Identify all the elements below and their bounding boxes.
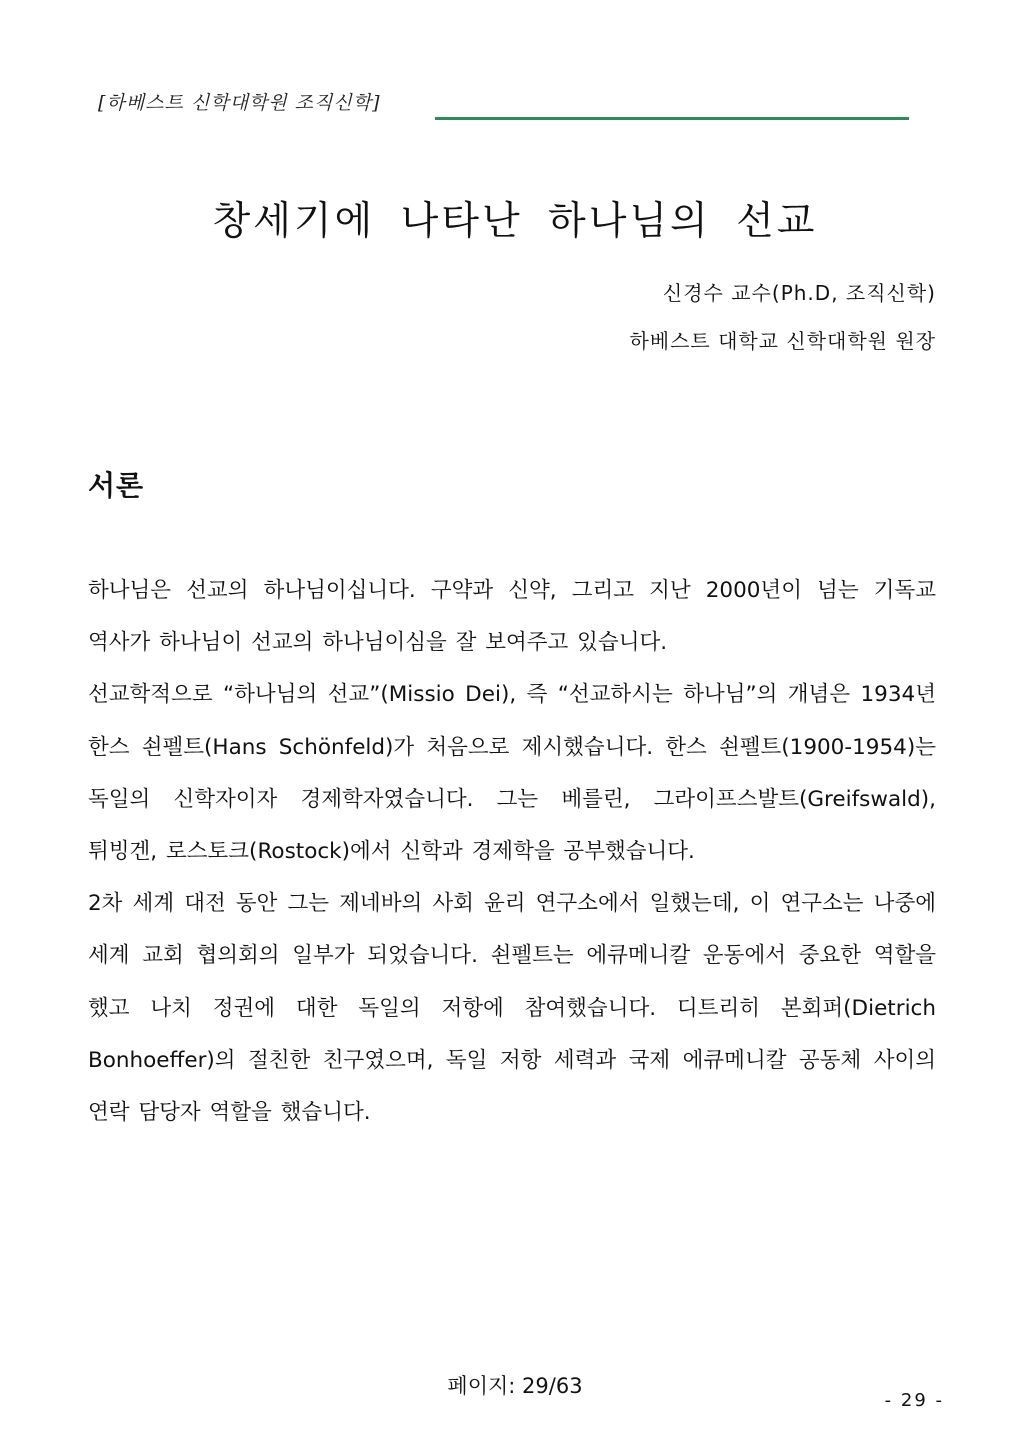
author-position: 하베스트 대학교 신학대학원 원장 [629,329,936,353]
paragraph: 선교학적으로 “하나님의 선교”(Missio Dei), 즉 “선교하시는 하나님”의 개념은 1934년 한스 쇤펠트(Hans Schönfeld)가 처음으로 제시했습니다. 한스 쇤펠트(1900-1954)는 독일의 신학자이자 경제학자였습니다. 그는 베를린, 그라이프스발트(Greifswald), 튀빙겐, 로스토크(Rostock)에서 신학과 경제학을 공부했습니다. [88,682,936,865]
section-heading: 서론 [88,469,145,502]
paragraph: 2차 세계 대전 동안 그는 제네바의 사회 윤리 연구소에서 일했는데, 이 연구소는 나중에 세계 교회 협의회의 일부가 되었습니다. 쇤펠트는 에큐메니칼 운동에서 중요한 역할을 했고 나치 정권에 대한 독일의 저항에 참여했습니다. 디트리히 본회퍼(Dietrich Bonhoeffer)의 절친한 친구였으며, 독일 저항 세력과 국제 에큐메니칼 공동체 사이의 연락 담당자 역할을 했습니다. [88,891,936,1126]
author-credentials: (Ph.D, 조직신학) [771,281,936,305]
page-counter: 페이지: 29/63 [447,1374,583,1398]
paragraph: 하나님은 선교의 하나님이십니다. 구약과 신약, 그리고 지난 2000년이 넘는 기독교 역사가 하나님이 선교의 하나님이심을 잘 보여주고 있습니다. [88,578,936,656]
author-name: 신경수 교수 [662,281,772,305]
header-rule [435,117,909,120]
author-line [663,277,936,306]
page-number: - 29 - [884,1390,944,1411]
document-title: 창세기에 나타난 하나님의 선교 [212,199,818,244]
header-label: [하베스트 신학대학원 조직신학] [98,92,381,114]
body-text [88,565,936,1139]
